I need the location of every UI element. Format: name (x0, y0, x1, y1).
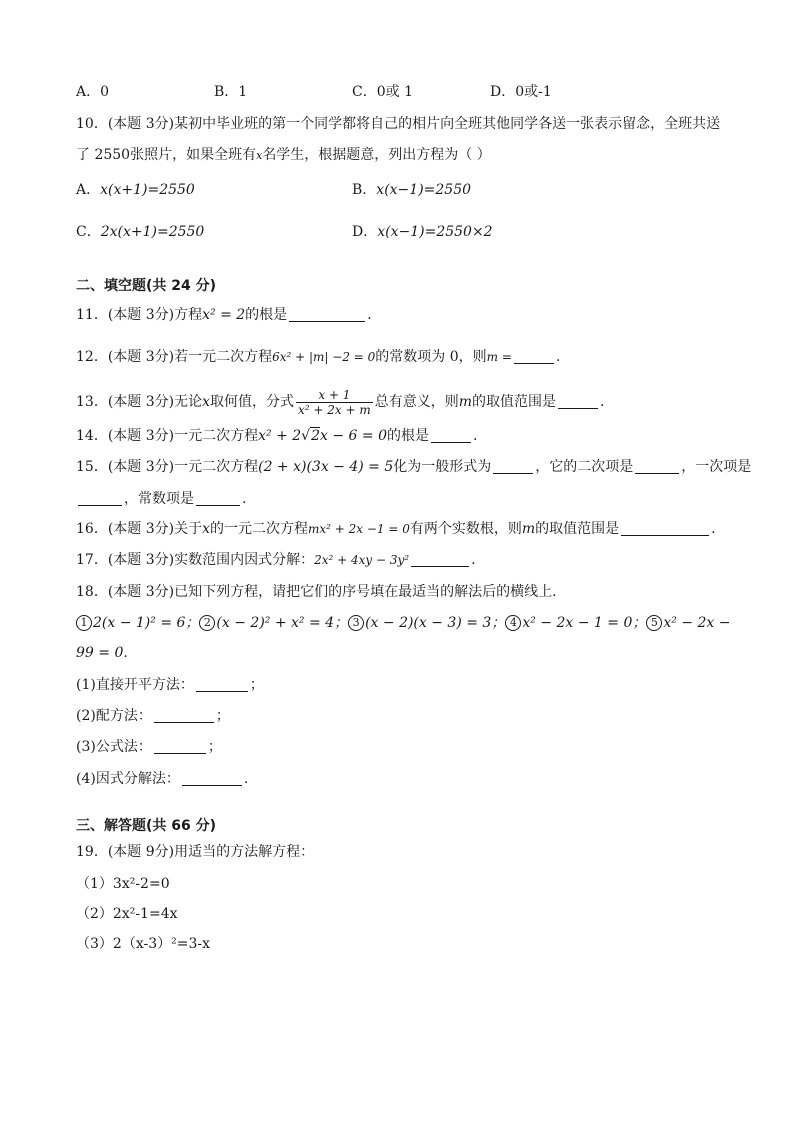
q16-var: x (202, 521, 211, 537)
q18-equation-1: 2(x − 1)² = 6； (93, 615, 200, 631)
q16-end: . (711, 521, 716, 537)
q15-blank-constant-term[interactable] (196, 491, 240, 506)
q14-sqrt: √2 (301, 428, 320, 444)
q12-end: . (555, 349, 561, 365)
q10-option-d-eq: x(x−1)=2550×2 (377, 224, 493, 240)
q18-method-4-end: . (243, 771, 249, 787)
q18-number-3: 3 (348, 615, 364, 631)
q10-line2-end: 名学生，根据题意，列出方程为（ ） (262, 147, 491, 163)
q10-option-b-eq: x(x−1)=2550 (376, 182, 472, 198)
q18-method-3-blank[interactable] (154, 739, 206, 754)
q10-line1: 10．(本题 3分)某初中毕业班的第一个同学都将自己的相片向全班其他同学各送一张表示留念，全班共送 (76, 116, 721, 132)
q11 (76, 305, 372, 325)
q14-answer-blank[interactable] (431, 428, 471, 443)
q17-expression: 2x² + 4xy − 3y² (314, 553, 410, 567)
q13-mid: 取何值，分式 (210, 394, 295, 410)
q10-option-d (352, 222, 493, 242)
q18-number-2: 2 (199, 615, 215, 631)
q18-method-4-label: (4)因式分解法： (76, 771, 180, 787)
q18-equation-5-cont: 99 = 0. (76, 645, 128, 661)
q13-end: . (600, 394, 605, 410)
q18-equation-4: x² − 2x − 1 = 0； (522, 615, 647, 631)
section-3-title: 三、解答题(共 66 分) (76, 818, 217, 834)
q17-answer-blank[interactable] (411, 552, 469, 567)
q15-blank-quadratic-term[interactable] (635, 459, 679, 474)
q10-option-b (352, 180, 471, 200)
q14 (76, 426, 477, 446)
q10-option-b-label: B． (352, 182, 377, 198)
q9-option-c: C．0或 1 (352, 84, 413, 100)
q9-option-a: A．0 (76, 84, 110, 100)
q18-method-2 (76, 706, 230, 726)
q18-number-1: 1 (76, 615, 92, 631)
q11-equation: x² = 2 (202, 307, 246, 323)
q10-option-d-label: D． (352, 224, 378, 240)
q15-blank-linear-term[interactable] (78, 491, 122, 506)
q15-mid: 化为一般形式为 (393, 459, 492, 475)
q18-equation-2: (x − 2)² + x² = 4； (216, 615, 349, 631)
q10-option-a-eq: x(x+1)=2550 (100, 182, 195, 198)
q18-equation-5: x² − 2x − (663, 615, 731, 631)
q18-method-3-semi: ； (207, 739, 222, 755)
q15-line2 (76, 489, 246, 509)
q13-numerator: x + 1 (318, 387, 351, 402)
q15-mid2: ，它的二次项是 (535, 459, 634, 475)
q12-equation: 6x² + |m| −2 = 0 (272, 350, 376, 364)
q16-text: 16．(本题 3分)关于 (76, 521, 203, 537)
q16-mid2: 有两个实数根，则 (409, 521, 522, 537)
q19-part-1: （1）3x²-2=0 (76, 876, 170, 892)
q14-post: 的根是 (386, 428, 429, 444)
q16-post: 的取值范围是 (535, 521, 620, 537)
q18-method-2-blank[interactable] (154, 708, 214, 723)
q16-answer-blank[interactable] (621, 521, 709, 536)
q10-line2-text: 了 2550张照片，如果全班有 (76, 147, 257, 163)
q18-equation-3: (x − 2)(x − 3) = 3； (365, 615, 506, 631)
q19-line1: 19．(本题 9分)用适当的方法解方程： (76, 844, 315, 860)
q13-var2: m (458, 394, 473, 410)
q19-part-2: （2）2x²-1=4x (76, 906, 178, 922)
q10-option-a-label: A． (76, 182, 101, 198)
q14-sqrt-value: 2 (311, 428, 320, 444)
q17-text: 17．(本题 3分)实数范围内因式分解： (76, 552, 315, 568)
q18-method-1-semi: ； (249, 677, 264, 693)
q18-method-2-label: (2)配方法： (76, 708, 152, 724)
q13-denominator: x² + 2x + m (298, 402, 371, 417)
q16 (76, 519, 716, 539)
q13-post: 的取值范围是 (472, 394, 557, 410)
q14-eq-b: x − 6 = 0 (320, 428, 387, 444)
q18-method-2-semi: ； (215, 708, 230, 724)
q12-answer-blank[interactable] (514, 349, 554, 364)
q12-text: 12．(本题 3分)若一元二次方程 (76, 349, 273, 365)
q16-mid: 的一元二次方程 (210, 521, 309, 537)
q18-method-4 (76, 769, 248, 789)
q9-option-d: D．0或-1 (490, 84, 552, 100)
q18-method-1 (76, 675, 264, 695)
q13-answer-blank[interactable] (558, 394, 598, 409)
q15-line2-mid: ，常数项是 (124, 491, 194, 507)
q13-mid2: 总有意义，则 (374, 394, 459, 410)
q18-method-1-label: (1)直接开平方法： (76, 677, 194, 693)
q11-post: 的根是 (245, 307, 288, 323)
q18-method-4-blank[interactable] (182, 771, 242, 786)
q18-method-1-blank[interactable] (196, 677, 248, 692)
q12-var: m = (486, 350, 512, 364)
q18-number-5: 5 (646, 615, 662, 631)
q11-answer-blank[interactable] (289, 307, 365, 322)
q14-text: 14．(本题 3分)一元二次方程 (76, 428, 259, 444)
q18-method-3-label: (3)公式法： (76, 739, 152, 755)
q12-mid: 的常数项为 0，则 (375, 349, 487, 365)
q18-number-4: 4 (505, 615, 521, 631)
q11-end: . (367, 307, 372, 323)
q15-text: 15．(本题 3分)一元二次方程 (76, 459, 259, 475)
q14-eq-a: x² + 2 (258, 428, 302, 444)
q10-var: x (256, 149, 263, 162)
q9-option-b: B．1 (214, 84, 248, 100)
q18-method-3 (76, 737, 222, 757)
q11-text: 11．(本题 3分)方程 (76, 307, 203, 323)
q10-line2 (76, 145, 491, 166)
q13-fraction (296, 388, 373, 417)
q10-option-c-eq: 2x(x+1)=2550 (100, 224, 205, 240)
section-2-title: 二、填空题(共 24 分) (76, 278, 217, 294)
q15-equation: (2 + x)(3x − 4) = 5 (258, 459, 394, 475)
q15-end: . (242, 491, 247, 507)
q10-option-a (76, 180, 195, 200)
q10-option-c (76, 222, 204, 242)
q15-line1 (76, 457, 751, 477)
q17-end: . (471, 552, 476, 568)
q12 (76, 347, 560, 367)
q16-equation: mx² + 2x −1 = 0 (308, 522, 410, 536)
q16-var2: m (521, 521, 536, 537)
q13 (76, 387, 604, 417)
q14-end: . (472, 428, 478, 444)
q15-blank-general-form[interactable] (493, 459, 533, 474)
q18-equations (76, 613, 731, 633)
q19-part-3: （3）2（x-3）²=3-x (76, 936, 210, 952)
q13-text: 13．(本题 3分)无论 (76, 394, 203, 410)
q18-line1: 18．(本题 3分)已知下列方程，请把它们的序号填在最适当的解法后的横线上． (76, 584, 567, 600)
q17 (76, 550, 476, 570)
q13-var: x (202, 394, 211, 410)
q10-option-c-label: C． (76, 224, 101, 240)
q15-mid3: ，一次项是 (681, 459, 752, 475)
